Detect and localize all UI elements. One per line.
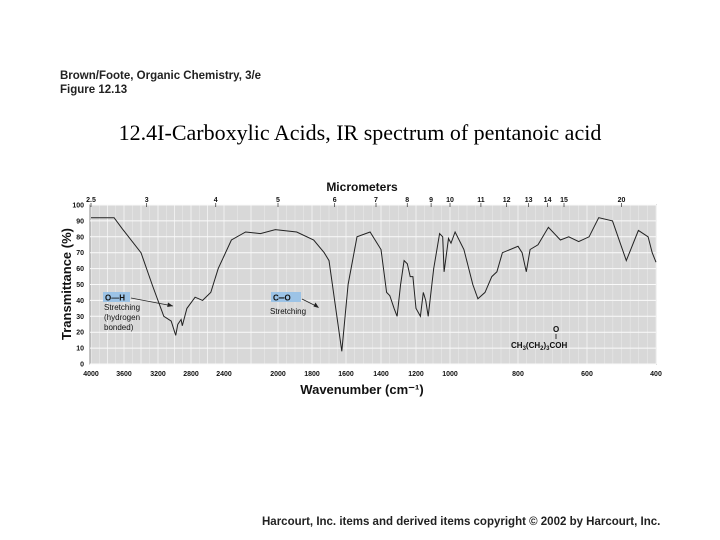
x-tick-label: 600 <box>581 371 593 378</box>
x-tick-label: 2000 <box>270 371 286 378</box>
source-citation: Brown/Foote, Organic Chemistry, 3/e <box>60 70 262 82</box>
y-tick-label: 60 <box>76 266 84 274</box>
top-tick-label: 6 <box>332 197 337 204</box>
top-tick-label: 10 <box>446 197 454 204</box>
y-tick-label: 90 <box>76 218 84 226</box>
x-tick-label: 1400 <box>373 371 389 378</box>
co-label: C═O <box>273 293 291 303</box>
y-tick-label: 80 <box>76 234 84 242</box>
y-tick-label: 30 <box>76 313 84 321</box>
x-tick-label: 1600 <box>338 371 354 378</box>
top-axis-label: Micrometers <box>326 180 398 194</box>
oh-label: O—H <box>105 293 125 303</box>
x-tick-label: 2800 <box>183 371 199 378</box>
top-tick-label: 12 <box>502 197 511 204</box>
top-tick-label: 14 <box>543 197 552 204</box>
x-tick-label: 800 <box>512 371 524 378</box>
top-tick-label: 9 <box>429 197 434 204</box>
top-tick-label: 7 <box>374 197 378 204</box>
y-tick-label: 100 <box>72 202 84 210</box>
y-tick-label: 50 <box>76 282 84 289</box>
x-tick-label: 400 <box>650 371 662 378</box>
formula: $CH_3(CH_2)_3COH$ <box>511 341 568 352</box>
y-tick-label: 10 <box>76 345 84 353</box>
top-tick-label: 5 <box>276 197 280 204</box>
carbonyl-oxygen: O <box>553 325 560 334</box>
top-tick-label: 3 <box>144 197 149 204</box>
top-tick-label: 20 <box>617 197 626 204</box>
x-tick-label: 2400 <box>216 371 232 378</box>
y-axis-label: Transmittance (%) <box>59 228 74 340</box>
y-tick-label: 0 <box>80 361 84 369</box>
oh-text-2: (hydrogen <box>104 313 141 322</box>
top-tick-label: 15 <box>560 197 568 204</box>
copyright-footer: Harcourt, Inc. items and derived items copyright © 2002 by Harcourt, Inc. <box>262 516 661 528</box>
figure-number: Figure 12.13 <box>60 84 128 96</box>
x-axis-label: Wavenumber (cm⁻¹) <box>300 382 424 397</box>
co-text-1: Stretching <box>270 307 307 316</box>
y-tick-label: 20 <box>76 329 84 337</box>
top-tick-label: 11 <box>477 197 485 204</box>
top-tick-label: 8 <box>405 197 410 204</box>
top-tick-label: 13 <box>524 197 533 204</box>
x-tick-label: 4000 <box>83 371 99 378</box>
y-tick-label: 70 <box>76 250 84 258</box>
top-tick-label: 4 <box>213 197 218 204</box>
y-tick-label: 40 <box>76 297 84 305</box>
slide-title: 12.4I-Carboxylic Acids, IR spectrum of pentanoic acid <box>118 120 602 145</box>
x-tick-label: 1000 <box>442 371 458 378</box>
oh-text-3: bonded) <box>104 323 134 332</box>
x-tick-label: 3200 <box>150 371 166 378</box>
oh-text-1: Stretching <box>104 303 141 312</box>
x-tick-label: 1200 <box>408 371 424 378</box>
top-tick-label: 2.5 <box>86 197 96 204</box>
x-tick-label: 1800 <box>304 371 320 378</box>
x-tick-label: 3600 <box>116 371 132 378</box>
